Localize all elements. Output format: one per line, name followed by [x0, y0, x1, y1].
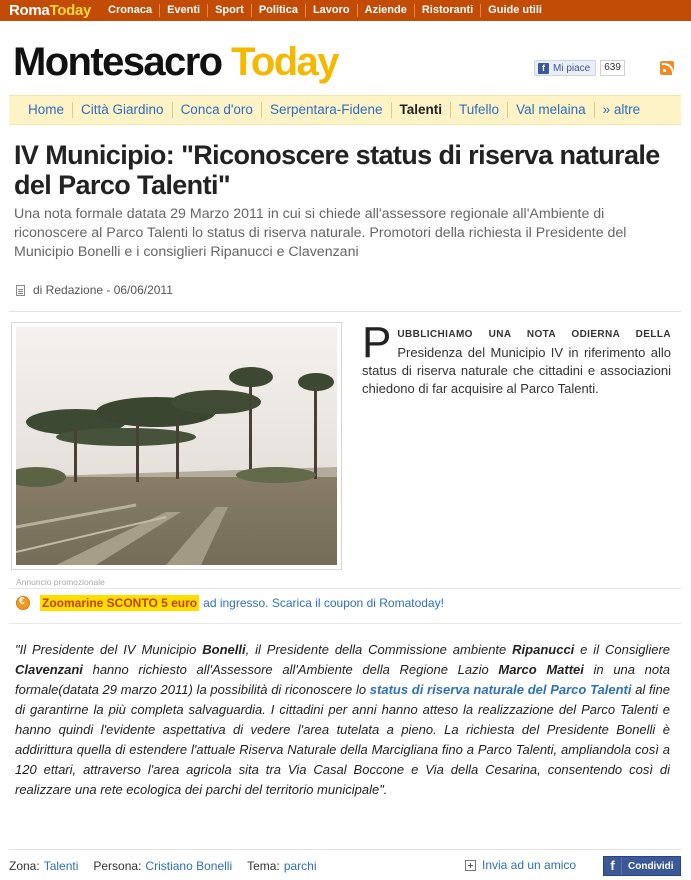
local-nav-item[interactable]: Home: [28, 102, 65, 117]
persona-label: Persona:: [93, 859, 142, 873]
article-tags: [9, 859, 332, 873]
plus-icon: [465, 860, 476, 871]
site-logo[interactable]: Montesacro Today: [13, 40, 338, 84]
local-nav-item-active[interactable]: Talenti: [391, 102, 451, 118]
article-subtitle: Una nota formale datata 29 Marzo 2011 in cui si chiede all'assessore regionale all'Ambiente di riconoscere al Parco Talenti lo status di riserva naturale. Promotori della richiesta il Presidente del Municipio Bonelli e i consiglieri Ripanucci e Clavenzani: [14, 206, 627, 260]
coupon-icon: [16, 596, 30, 610]
name-mattei: Marco Mattei: [498, 662, 584, 677]
top-bar: [0, 0, 691, 21]
top-nav-item[interactable]: Politica: [251, 4, 305, 17]
romatoday-logo[interactable]: RomaToday: [9, 2, 92, 19]
divider: [9, 311, 681, 312]
local-nav-item[interactable]: Città Giardino: [72, 102, 172, 118]
facebook-icon: f: [538, 63, 549, 74]
share-label: Condividi: [628, 860, 674, 872]
byline: [16, 283, 173, 297]
dropcap: P: [362, 318, 392, 367]
top-nav-item[interactable]: Eventi: [159, 4, 207, 17]
facebook-icon: f: [604, 857, 622, 875]
divider: [9, 623, 681, 624]
article-body: "Il Presidente del IV Municipio Bonelli, il Presidente della Commissione ambiente Ripanucci e il Consigliere Clavenzani hanno richiesto all'Assessore all'Ambiente della Regione Lazio Marco Mattei in una nota formale(datata 29 marzo 2011) la possibilità di riconoscere lo status di riserva naturale del Parco Talenti al fine di garantirne la più completa salvaguardia. I cittadini per anni hanno atteso la realizzazione del Parco Talenti e hanno quindi l'evidente aspettativa di vedere l'area tutelata a pieno. La richiesta del Presidente Bonelli è addirittura quella di estendere l'attuale Riserva Naturale della Marcigliana fino a Parco Talenti, ampliandola così a 120 ettari, attraverso l'area agricola sita tra Via Casal Boccone e Via della Cesarina, consentendo così di realizzare una rete ecologica dei parchi del territorio municipale".: [15, 642, 671, 797]
local-nav-item[interactable]: Serpentara-Fidene: [261, 102, 391, 118]
article-lead: [362, 318, 671, 398]
name-ripanucci: Ripanucci: [512, 642, 575, 657]
document-icon: [16, 285, 25, 296]
zona-label: Zona:: [9, 859, 40, 873]
local-nav-item[interactable]: Conca d'oro: [172, 102, 261, 118]
lead-text: Presidenza del Municipio IV in riferimento allo status di riserva naturale che cittadini e associazioni chiedono di far acquisire al Parco Talenti.: [362, 345, 671, 396]
name-clavenzani: Clavenzani: [15, 662, 83, 677]
status-riserva-link[interactable]: status di riserva naturale del Parco Talenti: [369, 682, 632, 697]
top-nav-item[interactable]: Sport: [207, 4, 251, 17]
article-photo[interactable]: [11, 322, 342, 570]
send-to-friend-label: Invia ad un amico: [482, 858, 577, 872]
promo-banner[interactable]: [16, 595, 444, 611]
persona-link[interactable]: Cristiano Bonelli: [145, 859, 233, 873]
promo-highlight[interactable]: Zoomarine SCONTO 5 euro: [42, 596, 198, 610]
lead-smallcaps: UBBLICHIAMO UNA NOTA ODIERNA DELLA: [397, 329, 671, 340]
article-title: IV Municipio: "Riconoscere status di riserva naturale del Parco Talenti": [14, 140, 660, 200]
local-nav: [9, 95, 681, 125]
like-count: 639: [600, 60, 625, 76]
divider: [9, 849, 681, 850]
top-nav-item[interactable]: Cronaca: [108, 4, 153, 16]
byline-text: di Redazione - 06/06/2011: [33, 283, 173, 297]
facebook-like-button[interactable]: f Mi piace: [534, 60, 596, 76]
facebook-like: [534, 60, 625, 76]
park-photo: [16, 327, 337, 565]
top-nav-item[interactable]: Guide utili: [480, 4, 549, 17]
tema-link[interactable]: parchi: [283, 859, 317, 873]
top-nav: [101, 4, 549, 17]
rss-icon[interactable]: [660, 61, 674, 75]
top-nav-item[interactable]: Ristoranti: [414, 4, 480, 17]
promo-text[interactable]: ad ingresso. Scarica il coupon di Romatoday!: [203, 596, 444, 610]
local-nav-item[interactable]: Tufello: [450, 102, 507, 118]
divider: [9, 588, 681, 589]
tema-label: Tema:: [247, 859, 280, 873]
top-nav-item[interactable]: Aziende: [357, 4, 414, 17]
local-nav-more[interactable]: » altre: [594, 102, 649, 118]
zona-link[interactable]: Talenti: [43, 859, 79, 873]
top-nav-item[interactable]: Lavoro: [305, 4, 357, 17]
send-to-friend[interactable]: [465, 858, 576, 872]
local-nav-item[interactable]: Val melaina: [507, 102, 594, 118]
promo-label: Annuncio promozionale: [16, 577, 105, 587]
name-bonelli: Bonelli: [202, 642, 246, 657]
facebook-share-button[interactable]: [603, 856, 681, 876]
